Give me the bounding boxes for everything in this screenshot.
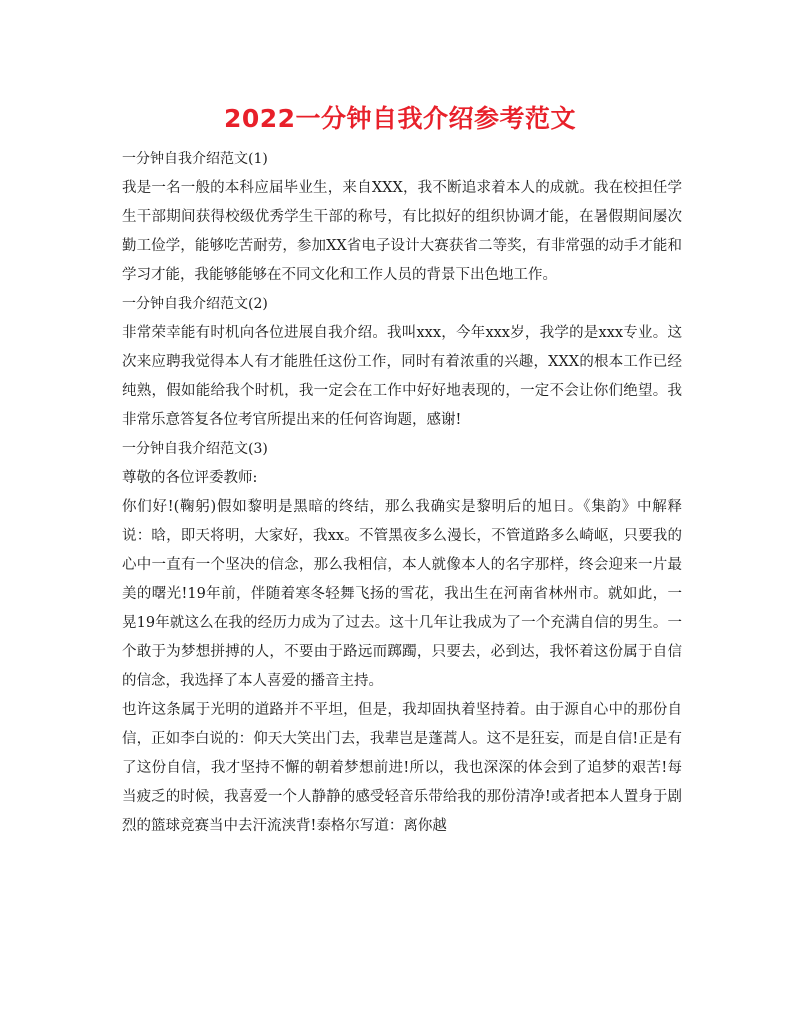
paragraph-1: 我是一名一般的本科应届毕业生，来自XXX，我不断追求着本人的成就。我在校担任学生干部期间获得校级优秀学生干部的称号，有比拟好的组织协调才能，在暑假期间屡次勤工俭学，能够吃苦耐劳，参加XX省电子设计大赛获省二等奖，有非常强的动手才能和学习才能，我能够能够在不同文化和工作人员的背景下出色地工作。	[122, 180, 682, 283]
paragraph-4: 也许这条属于光明的道路并不平坦，但是，我却固执着坚持着。由于源自心中的那份自信，正如李白说的：仰天大笑出门去，我辈岂是蓬蒿人。这不是狂妄，而是自信!正是有了这份自信，我才坚持不懈的朝着梦想前进!所以，我也深深的体会到了追梦的艰苦!每当疲乏的时候，我喜爱一个人静静的感受轻音乐带给我的那份清净!或者把本人置身于剧烈的篮球竞赛当中去汗流浃背!泰格尔写道：离你越	[122, 702, 682, 834]
salutation: 尊敬的各位评委教师:	[122, 470, 258, 486]
document-body	[122, 145, 682, 841]
paragraph-2: 非常荣幸能有时机向各位进展自我介绍。我叫xxx，今年xxx岁，我学的是xxx专业。这次来应聘我觉得本人有才能胜任这份工作，同时有着浓重的兴趣，XXX的根本工作已经纯熟，假如能给我个时机，我一定会在工作中好好地表现的，一定不会让你们绝望。我非常乐意答复各位考官所提出来的任何咨询题，感谢!	[122, 325, 682, 428]
section-heading-1: 一分钟自我介绍范文(1)	[122, 151, 268, 167]
paragraph-3: 你们好!(鞠躬)假如黎明是黑暗的终结，那么我确实是黎明后的旭日。《集韵》中解释说：晗，即天将明，大家好，我xx。不管黑夜多么漫长，不管道路多么崎岖，只要我的心中一直有一个坚决的信念，那么我相信，本人就像本人的名字那样，终会迎来一片最美的曙光!19年前，伴随着寒冬轻舞飞扬的雪花，我出生在河南省林州市。就如此，一晃19年就这么在我的经历力成为了过去。这十几年让我成为了一个充满自信的男生。一个敢于为梦想拼搏的人，不要由于路远而踯躅，只要去，必到达，我怀着这份属于自信的信念，我选择了本人喜爱的播音主持。	[122, 499, 682, 689]
section-heading-2: 一分钟自我介绍范文(2)	[122, 296, 268, 312]
document-title: 2022一分钟自我介绍参考范文	[223, 104, 577, 133]
section-heading-3: 一分钟自我介绍范文(3)	[122, 441, 268, 457]
